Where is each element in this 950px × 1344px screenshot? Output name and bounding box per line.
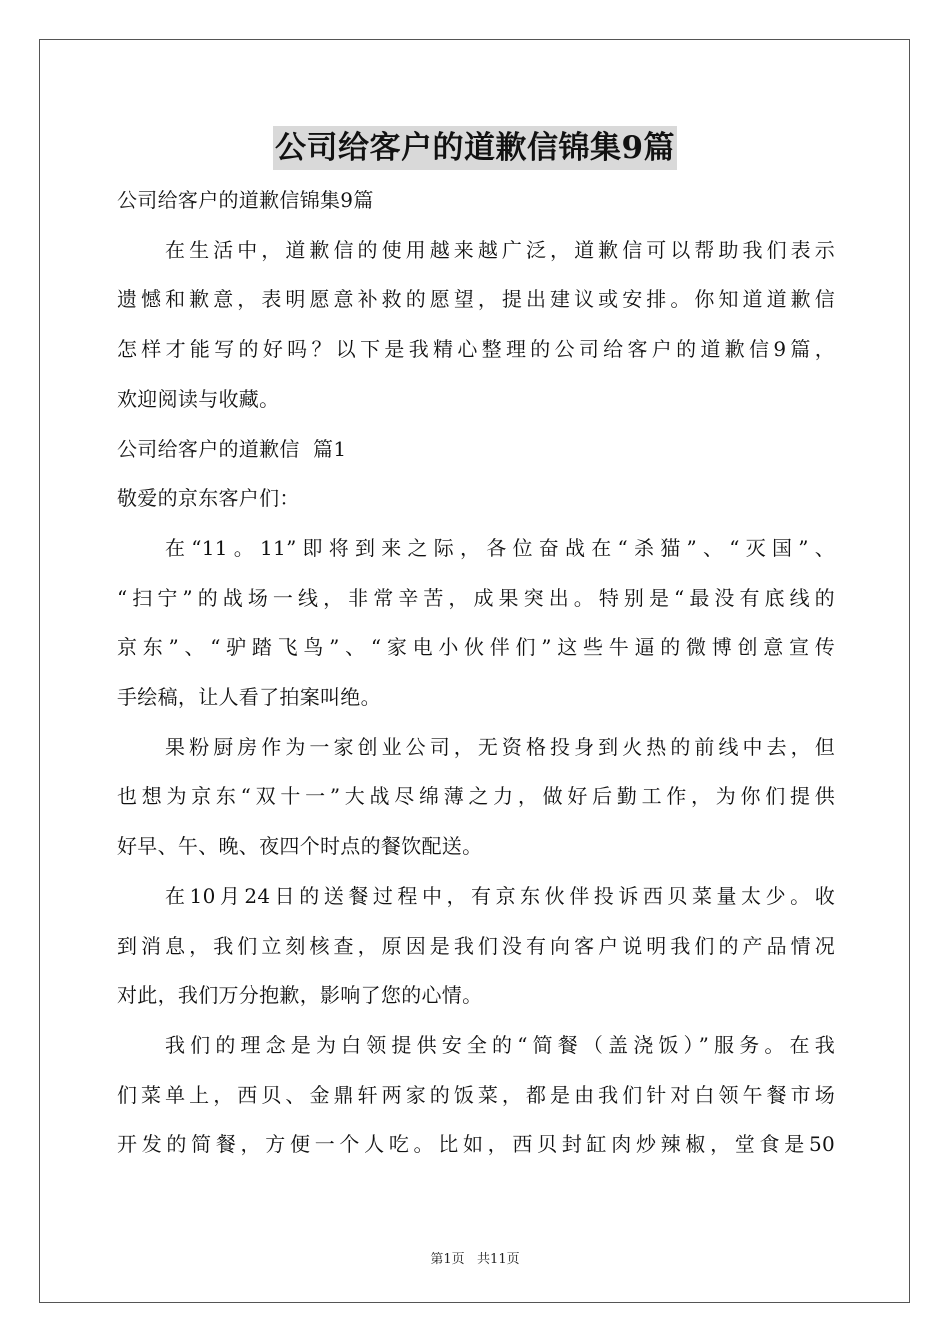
paragraph-line: 开发的简餐，方便一个人吃。比如，西贝封缸肉炒辣椒，堂食是50	[117, 1132, 835, 1157]
paragraph-line: 在10月24日的送餐过程中，有京东伙伴投诉西贝菜量太少。收	[165, 883, 835, 908]
paragraph-line: 在生活中，道歉信的使用越来越广泛，道歉信可以帮助我们表示	[165, 237, 835, 262]
paragraph-line: 遗憾和歉意，表明愿意补救的愿望，提出建议或安排。你知道道歉信	[117, 287, 835, 312]
document-body	[117, 176, 835, 1170]
paragraph-line: 在“11。11”即将到来之际，各位奋战在“杀猫”、“灭国”、	[165, 535, 835, 560]
paragraph-line: 欢迎阅读与收藏。	[117, 386, 280, 411]
paragraph-line: 我们的理念是为白领提供安全的“简餐（盖浇饭）”服务。在我	[165, 1032, 835, 1057]
paragraph-line: “扫宁”的战场一线，非常辛苦，成果突出。特别是“最没有底线的	[117, 585, 835, 610]
paragraph-line: 京东”、“驴踏飞鸟”、“家电小伙伴们”这些牛逼的微博创意宣传	[117, 635, 835, 660]
subtitle-line: 公司给客户的道歉信锦集9篇	[117, 188, 374, 212]
paragraph-line: 对此，我们万分抱歉，影响了您的心情。	[117, 983, 483, 1008]
section-heading: 公司给客户的道歉信 篇1	[117, 436, 347, 461]
paragraph-line: 怎样才能写的好吗？以下是我精心整理的公司给客户的道歉信9篇，	[117, 337, 835, 362]
paragraph-line: 果粉厨房作为一家创业公司，无资格投身到火热的前线中去，但	[165, 734, 835, 759]
title-container	[0, 126, 950, 170]
paragraph-line: 手绘稿，让人看了拍案叫绝。	[117, 685, 381, 710]
salutation: 敬爱的京东客户们：	[117, 486, 300, 511]
paragraph-line: 好早、午、晚、夜四个时点的餐饮配送。	[117, 834, 483, 859]
paragraph-line: 到消息，我们立刻核查，原因是我们没有向客户说明我们的产品情况	[117, 933, 835, 958]
document-title: 公司给客户的道歉信锦集9篇	[273, 126, 677, 170]
paragraph-line: 们菜单上，西贝、金鼎轩两家的饭菜，都是由我们针对白领午餐市场	[117, 1082, 835, 1107]
paragraph-line: 也想为京东“双十一”大战尽绵薄之力，做好后勤工作，为你们提供	[117, 784, 835, 809]
page-footer: 第1页 共11页	[430, 1252, 520, 1267]
